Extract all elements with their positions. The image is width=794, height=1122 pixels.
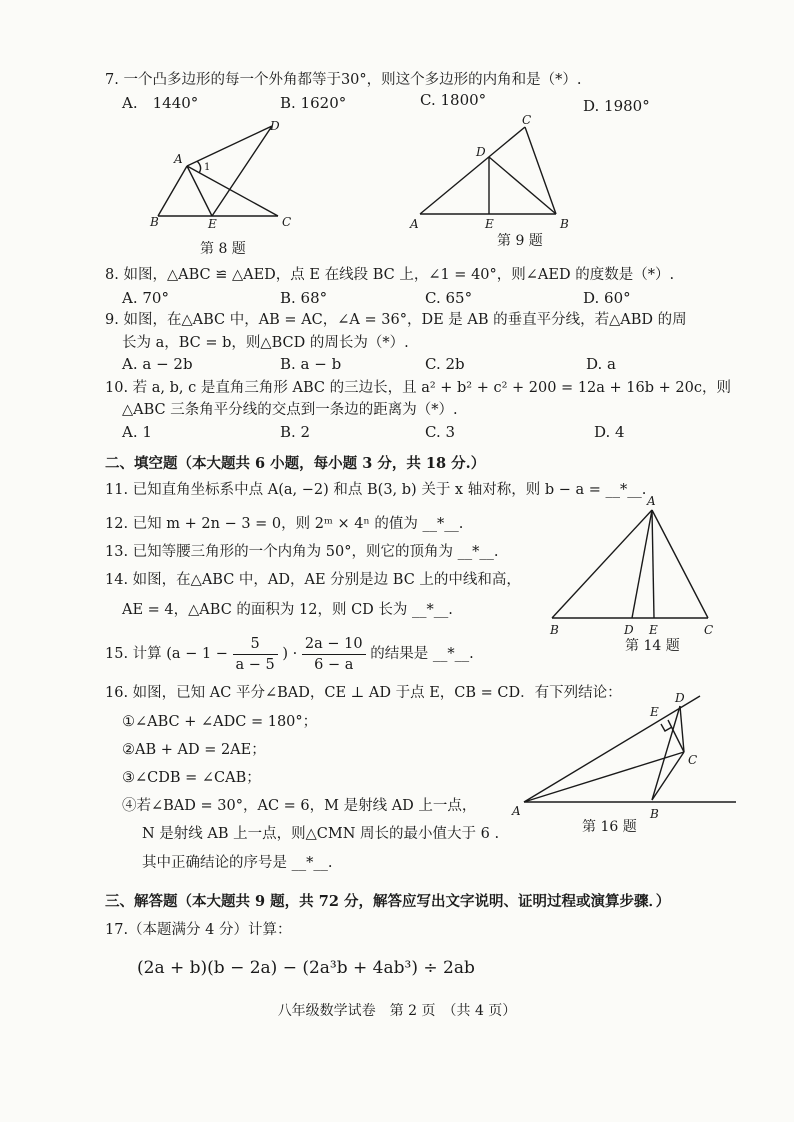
fig16-label-d: D: [675, 691, 685, 705]
q10-option-d: D. 4: [594, 423, 625, 441]
fig8-label-c: C: [282, 215, 292, 229]
fig16-label-a: A: [512, 804, 521, 818]
q9-option-a: A. a − 2b: [122, 355, 193, 373]
fig14-label-e: E: [649, 623, 658, 637]
fig14-caption: 第 14 题: [625, 638, 680, 654]
fig14-label-d: D: [624, 623, 634, 637]
q15-frac2-numerator: 2a − 10: [302, 634, 366, 655]
section-3-heading: 三、解答题（本大题共 9 题，共 72 分，解答应写出文字说明、证明过程或演算步骤．）: [105, 893, 671, 910]
q11-text: 11. 已知直角坐标系中点 A(a, −2) 和点 B(3, b) 关于 x 轴对称，则 b − a = __*__.: [105, 482, 647, 498]
q13-text: 13. 已知等腰三角形的一个内角为 50°，则它的顶角为 __*__.: [105, 544, 499, 560]
q16-last: 其中正确结论的序号是 __*__.: [142, 855, 333, 871]
q8-option-c: C. 65°: [425, 289, 473, 307]
fig14-label-b: B: [550, 623, 559, 637]
q14-line1: 14. 如图，在△ABC 中，AD，AE 分别是边 BC 上的中线和高，: [105, 572, 521, 588]
q16-conclusion-4b: N 是射线 AB 上一点，则△CMN 周长的最小值大于 6 .: [142, 826, 500, 842]
q17-expression: (2a + b)(b − 2a) − (2a³b + 4ab³) ÷ 2ab: [137, 958, 475, 978]
q9-option-c: C. 2b: [425, 355, 465, 373]
page-footer: 八年级数学试卷 第 2 页 （共 4 页）: [277, 1003, 517, 1019]
fig9-label-e: E: [485, 217, 494, 231]
q10-line2: △ABC 三条角平分线的交点到一条边的距离为（*）.: [122, 402, 458, 418]
section-2-heading: 二、填空题（本大题共 6 小题，每小题 3 分，共 18 分.）: [105, 455, 486, 472]
q10-line1: 10. 若 a, b, c 是直角三角形 ABC 的三边长，且 a² + b² + c² + 200 = 12a + 16b + 20c，则: [105, 380, 731, 396]
q15-frac1-numerator: 5: [233, 634, 278, 655]
q15-frac1-denominator: a − 5: [235, 656, 275, 673]
q8-option-a: A. 70°: [122, 289, 169, 307]
q9-option-d: D. a: [586, 355, 616, 373]
fig9-label-c: C: [522, 113, 532, 127]
q8-option-b: B. 68°: [280, 289, 328, 307]
q7-option-b: B. 1620°: [280, 94, 347, 112]
q15-mid: ) ·: [282, 646, 298, 662]
q7-option-a: A. 1440°: [122, 94, 199, 112]
q10-option-a: A. 1: [122, 423, 152, 441]
q9-line1: 9. 如图，在△ABC 中，AB = AC，∠A = 36°，DE 是 AB 的垂直平分线，若△ABD 的周: [105, 312, 687, 328]
q9-option-b: B. a − b: [280, 355, 342, 373]
fig9-label-b: B: [560, 217, 569, 231]
fig8-label-1: 1: [204, 162, 211, 173]
fig14-label-c: C: [704, 623, 714, 637]
fig16-label-c: C: [688, 753, 698, 767]
fig8-label-b: B: [150, 215, 159, 229]
q10-option-b: B. 2: [280, 423, 311, 441]
q12-text: 12. 已知 m + 2n − 3 = 0，则 2ᵐ × 4ⁿ 的值为 __*__.: [105, 516, 464, 532]
q15-frac2-denominator: 6 − a: [314, 656, 354, 673]
q15-prefix: 15. 计算 (a − 1 −: [105, 646, 228, 662]
fig16-label-b: B: [650, 807, 659, 821]
q10-option-c: C. 3: [425, 423, 456, 441]
q17-text: 17.（本题满分 4 分）计算：: [105, 922, 292, 938]
fig8-label-d: D: [270, 119, 280, 133]
q16-conclusion-4: ④若∠BAD = 30°，AC = 6，M 是射线 AD 上一点，: [122, 798, 477, 814]
fig16-caption: 第 16 题: [582, 819, 637, 835]
q8-text: 8. 如图，△ABC ≌ △AED，点 E 在线段 BC 上，∠1 = 40°，则∠AED 的度数是（*）.: [105, 267, 675, 283]
fig16-label-e: E: [650, 705, 659, 719]
q8-option-d: D. 60°: [583, 289, 631, 307]
q15-suffix: 的结果是 __*__.: [370, 646, 474, 662]
fig9-label-d: D: [476, 145, 486, 159]
q7-option-d: D. 1980°: [583, 97, 650, 115]
fig8-caption: 第 8 题: [200, 241, 246, 257]
q7-text: 7. 一个凸多边形的每一个外角都等于30°，则这个多边形的内角和是（*）.: [105, 72, 582, 88]
fig14-label-a: A: [647, 494, 656, 508]
q16-conclusion-2: ②AB + AD = 2AE；: [122, 742, 266, 758]
q16-line1: 16. 如图，已知 AC 平分∠BAD，CE ⊥ AD 于点 E，CB = CD．有下列结论：: [105, 685, 622, 701]
q9-line2: 长为 a，BC = b，则△BCD 的周长为（*）.: [122, 335, 409, 351]
q16-conclusion-3: ③∠CDB = ∠CAB；: [122, 770, 261, 786]
fig9-label-a: A: [410, 217, 419, 231]
q14-line2: AE = 4，△ABC 的面积为 12，则 CD 长为 __*__.: [122, 602, 453, 618]
fig8-label-a: A: [174, 152, 183, 166]
fig8-label-e: E: [208, 217, 217, 231]
fig9-caption: 第 9 题: [497, 233, 543, 249]
q16-conclusion-1: ①∠ABC + ∠ADC = 180°；: [122, 714, 318, 730]
q7-option-c: C. 1800°: [420, 91, 487, 109]
